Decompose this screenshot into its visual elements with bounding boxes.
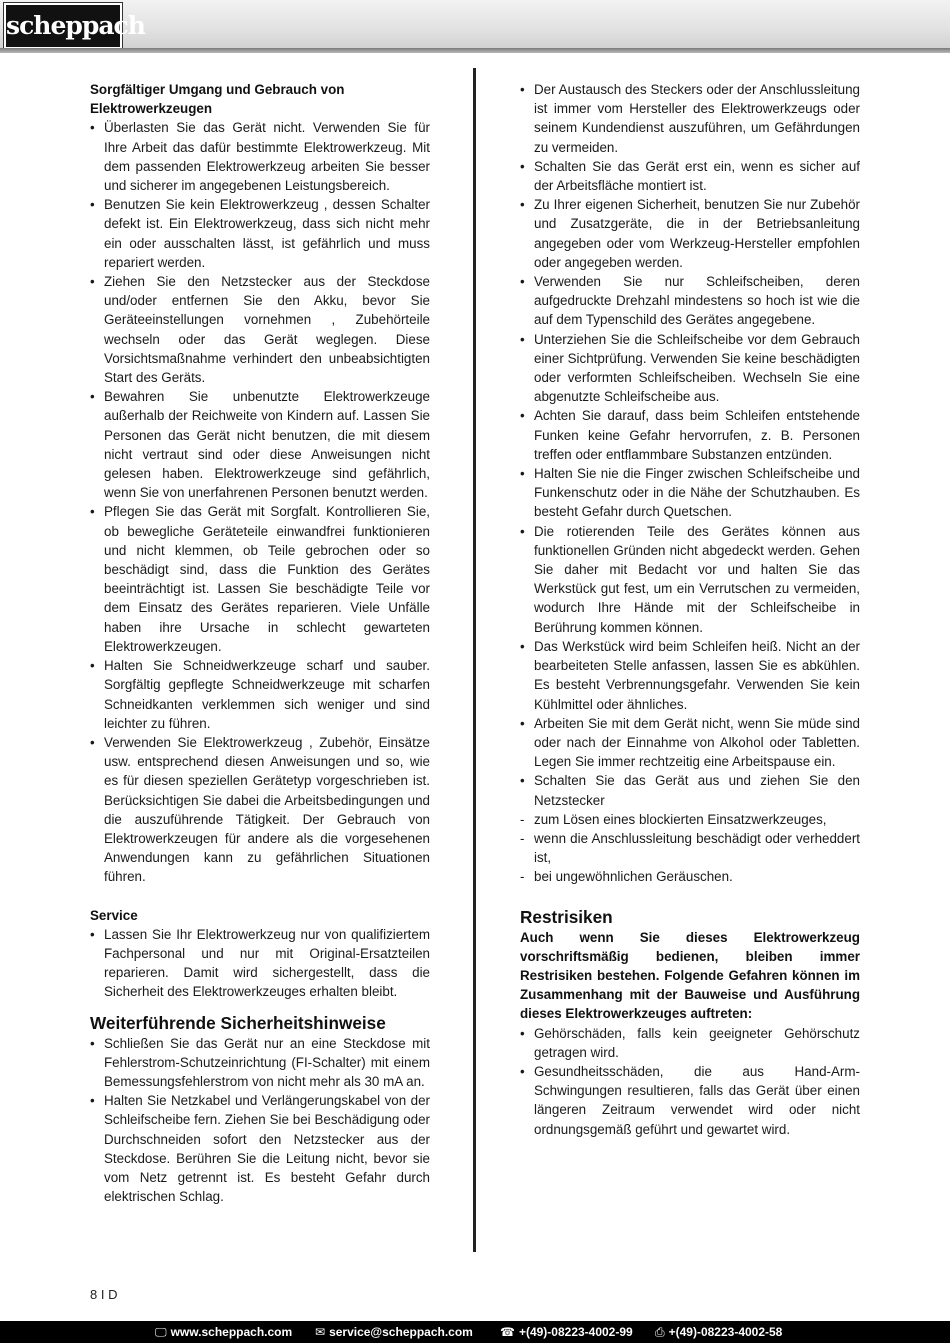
- column-divider: [473, 68, 476, 1252]
- list-item: • Schalten Sie das Gerät aus und ziehen Sie den Netzstecker: [520, 771, 860, 809]
- scheppach-logo: scheppach: [4, 3, 122, 49]
- phone-icon: ☎: [500, 1325, 515, 1339]
- list-item: • Halten Sie Netzkabel und Verlängerungskabel von der Schleifscheibe fern. Ziehen Sie bei Beschädigung oder Durchschneiden sofort den Netzstecker aus der Steckdose. Berühren Sie die Leitung nicht, bevor sie vom Netz getrennt ist. Es besteht Gefahr durch elektrischen Schlag.: [90, 1091, 430, 1206]
- list-item: • Der Austausch des Steckers oder der Anschlussleitung ist immer vom Hersteller des Elektrowerkzeugs oder seinem Kundendienst auszuführen, um Gefährdungen zu vermeiden.: [520, 80, 860, 157]
- list-item: • Die rotierenden Teile des Gerätes können aus funktionellen Gründen nicht abgedeckt werden. Gehen Sie daher mit Bedacht vor und halten Sie das Werkstück gut fest, um ein Verrutschen zu vermeiden, wodurch Ihre Hände mit der Schleifscheibe in Berührung kommen können.: [520, 522, 860, 637]
- list-item: • Unterziehen Sie die Schleifscheibe vor dem Gebrauch einer Sichtprüfung. Verwenden Sie keine beschädigten oder verformten Schleifscheiben. Wechseln Sie eine abgenutzte Schleifscheibe aus.: [520, 330, 860, 407]
- list-item: • Gesundheitsschäden, die aus Hand-Arm- Schwingungen resultieren, falls das Gerät über einen längeren Zeitraum verwendet wird oder nicht ordnungsgemäß geführt und gewartet wird.: [520, 1062, 860, 1139]
- service-list: [90, 925, 430, 1002]
- page-number: 8 I D: [90, 1287, 118, 1302]
- list-item: • Schalten Sie das Gerät erst ein, wenn es sicher auf der Arbeitsfläche montiert ist.: [520, 157, 860, 195]
- list-item: • Bewahren Sie unbenutzte Elektrowerkzeuge außerhalb der Reichweite von Kindern auf. Lassen Sie Personen das Gerät nicht benutzen, die mit diesem nicht vertraut sind oder diese Anweisungen nicht gelesen haben. Elektrowerkzeuge sind gefährlich, wenn Sie von unerfahrenen Personen benutzt werden.: [90, 387, 430, 502]
- footer-web-text: www.scheppach.com: [170, 1325, 293, 1339]
- list-item: • Benutzen Sie kein Elektrowerkzeug , dessen Schalter defekt ist. Ein Elektrowerkzeug, dass sich nicht mehr ein oder ausschalten lässt, ist gefährlich und muss repariert werden.: [90, 195, 430, 272]
- monitor-icon: 🖵: [155, 1325, 167, 1339]
- list-item: • Achten Sie darauf, dass beim Schleifen entstehende Funken keine Gefahr hervorrufen, z. B. Personen treffen oder entflammbare Substanzen entzünden.: [520, 406, 860, 464]
- mail-icon: ✉: [315, 1325, 326, 1339]
- list-item: • Arbeiten Sie mit dem Gerät nicht, wenn Sie müde sind oder nach der Einnahme von Alkohol oder Tabletten. Legen Sie immer rechtzeitig eine Arbeitspause ein.: [520, 714, 860, 772]
- spacer: [520, 887, 860, 906]
- header-divider: [0, 48, 950, 53]
- left-column: [90, 80, 430, 1206]
- spacer: [90, 887, 430, 906]
- fax-icon: ⎙: [655, 1325, 665, 1339]
- list-item: • Überlasten Sie das Gerät nicht. Verwenden Sie für Ihre Arbeit das dafür bestimmte Elektrowerkzeug. Mit dem passenden Elektrowerkzeug arbeiten Sie besser und sicherer im angegebenen Leistungsbereich.: [90, 118, 430, 195]
- residual-list: [520, 1024, 860, 1139]
- safety-list: [520, 80, 860, 887]
- footer-fax-text: +(49)-08223-4002-58: [668, 1325, 783, 1339]
- page-footer: [0, 1321, 950, 1343]
- list-item: • Schließen Sie das Gerät nur an eine Steckdose mit Fehlerstrom-Schutzeinrichtung (FI-Schalter) mit einem Bemessungsfehlerstrom von nicht mehr als 30 mA an.: [90, 1034, 430, 1092]
- footer-email[interactable]: [315, 1321, 473, 1343]
- list-item: • Zu Ihrer eigenen Sicherheit, benutzen Sie nur Zubehör und Zusatzgeräte, die in der Betriebsanleitung angegeben oder vom Werkzeug-Hersteller empfohlen oder angegeben werden.: [520, 195, 860, 272]
- list-item: • Das Werkstück wird beim Schleifen heiß. Nicht an der bearbeiteten Stelle anfassen, lassen Sie es abkühlen. Es besteht Verbrennungsgefahr. Verwenden Sie kein Kühlmittel oder ähnliches.: [520, 637, 860, 714]
- spacer: [90, 1002, 430, 1012]
- page-header: [0, 0, 950, 48]
- list-item: • Verwenden Sie Elektrowerkzeug , Zubehör, Einsätze usw. entsprechend diesen Anweisungen und so, wie es für diesen speziellen Gerätetyp vorgeschrieben ist. Berücksichtigen Sie dabei die Arbeitsbedingungen und die auszuführende Tätigkeit. Der Gebrauch von Elektrowerkzeugen für andere als die vorgesehenen Anwendungen kann zu gefährlichen Situationen führen.: [90, 733, 430, 887]
- list-item: • Halten Sie nie die Finger zwischen Schleifscheibe und Funkenschutz oder in die Nähe der Schutzhauben. Es besteht Gefahr durch Quetschen.: [520, 464, 860, 522]
- footer-email-text: service@scheppach.com: [329, 1325, 473, 1339]
- section-heading-further: Weiterführende Sicherheitshinweise: [90, 1012, 386, 1033]
- handling-list: [90, 118, 430, 886]
- further-list: [90, 1034, 430, 1207]
- footer-web[interactable]: [155, 1321, 292, 1343]
- dash-item: - bei ungewöhnlichen Geräuschen.: [520, 867, 860, 886]
- residual-intro: Auch wenn Sie dieses Elektrowerkzeug vorschriftsmäßig bedienen, bleiben immer Restrisiken bestehen. Folgende Gefahren können im Zusammenhang mit der Bauweise und Ausführung dieses Elektrowerkzeuges auftreten:: [520, 929, 860, 1022]
- list-item: • Pflegen Sie das Gerät mit Sorgfalt. Kontrollieren Sie, ob bewegliche Geräteteile einwandfrei funktionieren und nicht klemmen, ob Teile gebrochen oder so beschädigt sind, dass die Funktion des Gerätes beeinträchtigt ist. Lassen Sie beschädigte Teile vor dem Einsatz des Gerätes reparieren. Viele Unfälle haben ihre Ursache in schlecht gewarteten Elektrowerkzeugen.: [90, 502, 430, 656]
- list-item: • Lassen Sie Ihr Elektrowerkzeug nur von qualifiziertem Fachpersonal und nur mit Original-Ersatzteilen reparieren. Damit wird sichergestellt, dass die Sicherheit des Elektrowerkzeuges erhalten bleibt.: [90, 925, 430, 1002]
- dash-item: - wenn die Anschlussleitung beschädigt oder verheddert ist,: [520, 829, 860, 867]
- section-heading-handling: Sorgfältiger Umgang und Gebrauch von Elektrowerkzeugen: [90, 82, 345, 117]
- section-heading-residual: Restrisiken: [520, 906, 613, 927]
- list-item: • Ziehen Sie den Netzstecker aus der Steckdose und/oder entfernen Sie den Akku, bevor Sie Geräteeinstellungen vornehmen , Zubehörteile wechseln oder das Gerät weglegen. Diese Vorsichtsmaßnahme verhindert den unbeabsichtigten Start des Geräts.: [90, 272, 430, 387]
- dash-item: - zum Lösen eines blockierten Einsatzwerkzeuges,: [520, 810, 860, 829]
- footer-fax[interactable]: [655, 1321, 782, 1343]
- list-item: • Verwenden Sie nur Schleifscheiben, deren aufgedruckte Drehzahl mindestens so hoch ist wie die auf dem Typenschild des Gerätes angegebene.: [520, 272, 860, 330]
- list-item: • Gehörschäden, falls kein geeigneter Gehörschutz getragen wird.: [520, 1024, 860, 1062]
- footer-phone-text: +(49)-08223-4002-99: [518, 1325, 633, 1339]
- list-item: • Halten Sie Schneidwerkzeuge scharf und sauber. Sorgfältig gepflegte Schneidwerkzeuge mit scharfen Schneidkanten verklemmen sich weniger und sind leichter zu führen.: [90, 656, 430, 733]
- right-column: [520, 80, 860, 1139]
- section-heading-service: Service: [90, 907, 138, 923]
- footer-phone[interactable]: [500, 1321, 633, 1343]
